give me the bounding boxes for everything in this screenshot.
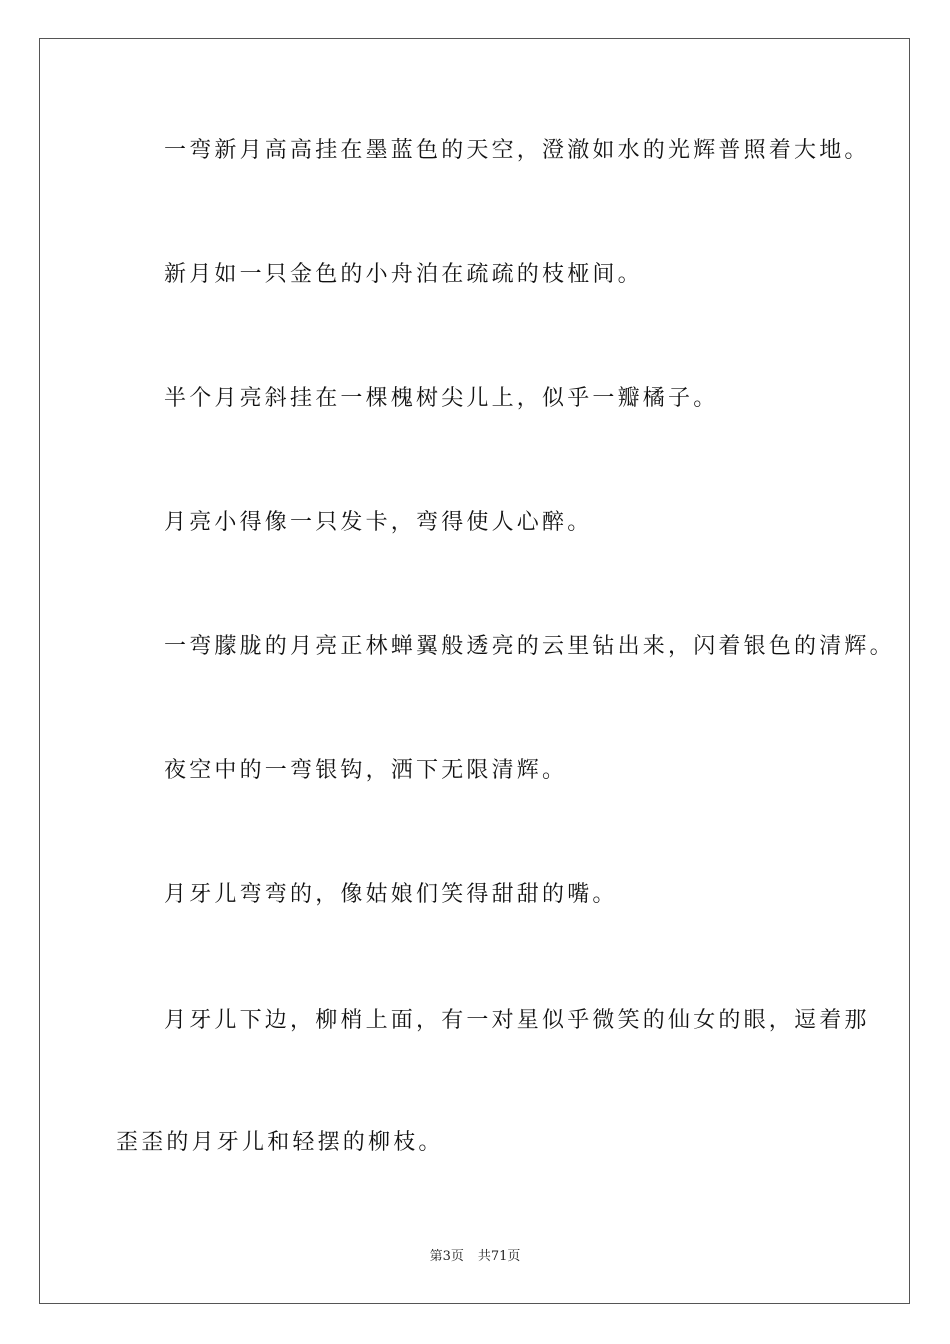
page-number: 第3页 (429, 1249, 464, 1264)
paragraph-8-line-1: 月牙儿下边，柳梢上面，有一对星似乎微笑的仙女的眼，逗着那 (164, 1008, 870, 1033)
page-border (39, 38, 910, 1304)
paragraph-2: 新月如一只金色的小舟泊在疏疏的枝桠间。 (164, 262, 643, 287)
paragraph-8-line-2: 歪歪的月牙儿和轻摆的柳枝。 (116, 1130, 444, 1155)
paragraph-3: 半个月亮斜挂在一棵槐树尖儿上，似乎一瓣橘子。 (164, 386, 719, 411)
page-total: 共71页 (477, 1249, 521, 1264)
paragraph-4: 月亮小得像一只发卡，弯得使人心醉。 (164, 510, 593, 535)
page-footer (0, 1248, 950, 1266)
paragraph-1: 一弯新月高高挂在墨蓝色的天空，澄澈如水的光辉普照着大地。 (164, 138, 870, 163)
paragraph-5: 一弯朦胧的月亮正林蝉翼般透亮的云里钻出来，闪着银色的清辉。 (164, 634, 895, 659)
paragraph-6: 夜空中的一弯银钩，洒下无限清辉。 (164, 758, 568, 783)
paragraph-7: 月牙儿弯弯的，像姑娘们笑得甜甜的嘴。 (164, 882, 618, 907)
